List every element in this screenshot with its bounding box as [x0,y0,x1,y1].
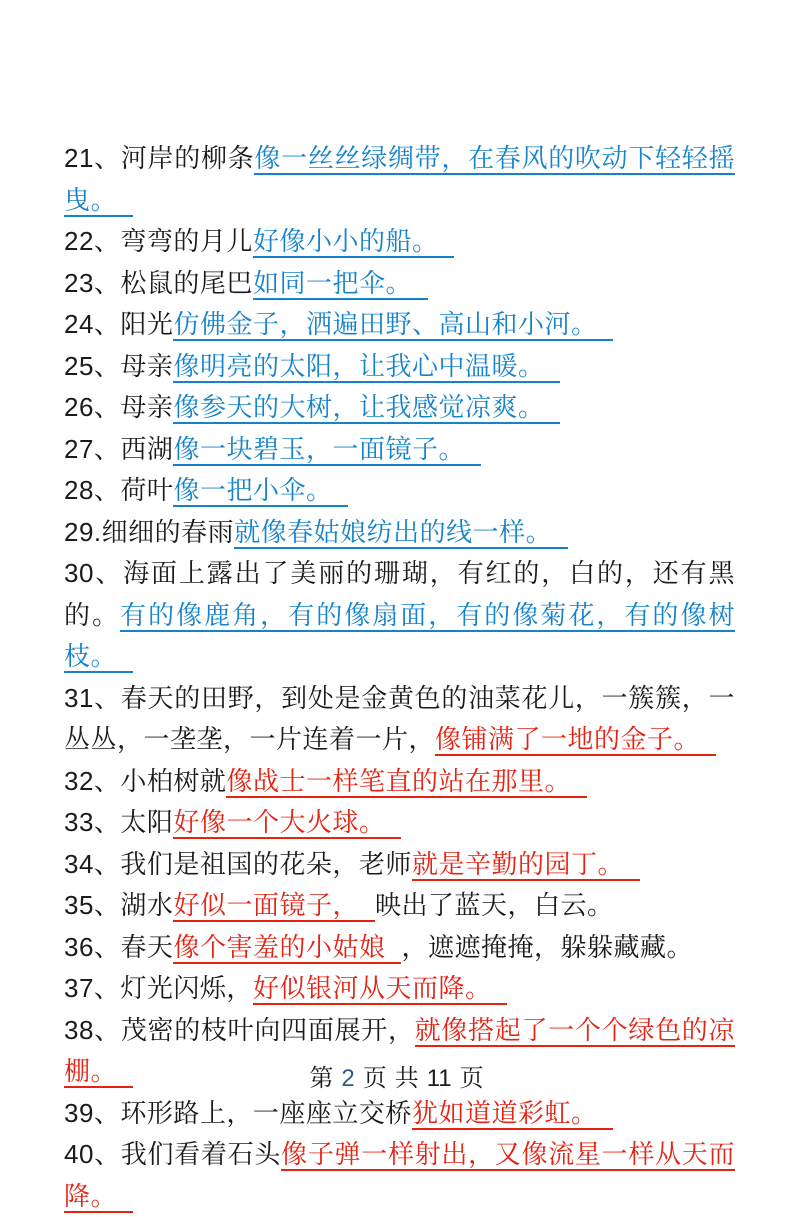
item-number: 29. [64,516,102,547]
item-number: 39、 [64,1097,121,1128]
simile-highlight-red: 就像搭起了一个个绿色的凉棚。 [64,1014,735,1086]
item-number: 36、 [64,931,121,962]
sentence-item-24 [64,304,735,346]
simile-highlight-blue: 像明亮的太阳，让我心中温暖。 [173,351,560,383]
simile-highlight-red: 像个害羞的小姑娘 [173,932,401,964]
sentence-item-32 [64,761,735,803]
sentence-text: 我们是祖国的花朵，老师 [120,848,412,879]
sentence-item-34 [64,844,735,886]
simile-highlight-red: 好似一面镜子， [173,890,375,922]
sentence-text: 茂密的枝叶向四面展开， [120,1014,415,1045]
item-number: 26、 [64,392,121,422]
item-number: 40、 [64,1139,121,1169]
sentence-item-39 [64,1093,735,1135]
sentence-item-23 [64,263,735,305]
item-number: 35、 [64,890,121,920]
simile-highlight-red: 犹如道道彩虹。 [412,1098,614,1130]
simile-highlight-blue: 仿佛金子，洒遍田野、高山和小河。 [173,309,613,341]
footer-total-label: 共 [394,1065,419,1092]
item-number: 30、 [64,558,124,588]
sentence-item-21 [64,138,735,221]
item-number: 38、 [64,1014,121,1045]
sentence-text: 映出了蓝天，白云。 [374,890,614,920]
simile-highlight-red: 好似银河从天而降。 [253,973,508,1005]
simile-highlight-blue: 像参天的大树，让我感觉凉爽。 [173,392,560,424]
footer-page-char: 页 [362,1065,387,1092]
sentence-item-27 [64,429,735,471]
sentence-text: 阳光 [120,309,174,339]
item-number: 34、 [64,848,121,879]
item-number: 21、 [64,143,121,173]
simile-highlight-blue: 像一把小伞。 [173,475,348,507]
page-footer [0,1058,793,1093]
item-number: 28、 [64,475,121,505]
sentence-item-36 [64,927,735,969]
sentence-item-40 [64,1134,735,1217]
sentence-text: 春天的田野，到处是金黄色的油菜花儿，一簇簇，一丛丛，一垄垄，一片连着一片， [64,682,735,754]
sentence-item-35 [64,885,735,927]
sentence-item-28 [64,470,735,512]
sentence-text: 西湖 [120,433,174,464]
item-number: 37、 [64,973,121,1003]
simile-highlight-blue: 如同一把伞。 [253,268,428,300]
sentence-item-37 [64,968,735,1010]
item-number: 31、 [64,682,121,713]
item-number: 33、 [64,807,121,837]
sentence-text: 松鼠的尾巴 [120,267,253,298]
simile-highlight-red: 好像一个大火球。 [173,807,401,839]
simile-highlight-red: 像子弹一样射出，又像流星一样从天而降。 [64,1139,735,1211]
sentence-text: 春天 [120,931,174,962]
sentence-item-25 [64,346,735,388]
sentence-text: ，遮遮掩掩，躲躲藏藏。 [401,931,693,962]
sentence-text: 小柏树就 [120,765,227,796]
sentence-list [64,138,735,1217]
total-pages-number: 11 [426,1065,452,1092]
simile-highlight-blue: 有的像鹿角，有的像扇面，有的像菊花，有的像树枝。 [64,599,735,671]
sentence-item-29 [64,512,735,554]
sentence-item-22 [64,221,735,263]
simile-highlight-blue: 就像春姑娘纺出的线一样。 [234,517,568,549]
item-number: 23、 [64,267,121,298]
simile-highlight-blue: 像一块碧玉，一面镜子。 [173,434,481,466]
sentence-text: 细细的春雨 [101,516,235,547]
item-number: 24、 [64,309,121,339]
sentence-item-31 [64,678,735,761]
sentence-text: 母亲 [120,392,174,422]
sentence-item-26 [64,387,735,429]
item-number: 25、 [64,350,121,381]
simile-highlight-blue: 好像小小的船。 [253,226,455,258]
item-number: 22、 [64,226,121,256]
sentence-text: 弯弯的月儿 [120,226,253,256]
simile-highlight-red: 像铺满了一地的金子。 [435,724,716,756]
simile-highlight-red: 就是辛勤的园丁。 [412,849,640,881]
sentence-item-33 [64,802,735,844]
sentence-text: 灯光闪烁， [120,973,253,1003]
sentence-text: 环形路上，一座座立交桥 [120,1097,412,1128]
item-number: 27、 [64,433,121,464]
simile-highlight-red: 像战士一样笔直的站在那里。 [226,766,587,798]
footer-prefix: 第 [309,1065,334,1092]
sentence-text: 海面上露出了美丽的珊瑚，有红的，白的，还有黑的。 [64,558,735,630]
current-page-number: 2 [341,1065,355,1092]
sentence-text: 湖水 [120,890,174,920]
footer-page-char-2: 页 [459,1065,484,1092]
sentence-text: 我们看着石头 [120,1139,282,1169]
item-number: 32、 [64,765,121,796]
sentence-text: 母亲 [120,350,174,381]
simile-highlight-blue: 像一丝丝绿绸带，在春风的吹动下轻轻摇曳。 [64,143,735,215]
sentence-text: 荷叶 [120,475,174,505]
sentence-text: 河岸的柳条 [120,143,255,173]
sentence-text: 太阳 [120,807,174,837]
sentence-item-30 [64,553,735,678]
